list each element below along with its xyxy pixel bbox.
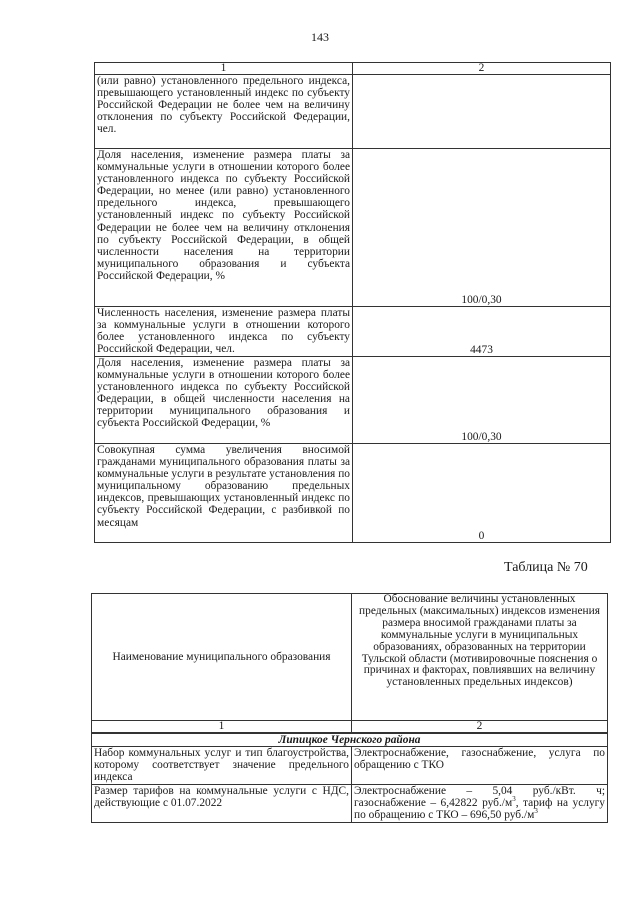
row-label: Доля населения, изменение размера платы за коммунальные услуги в отношении которого более установленного индекса по субъекту Российской Федерации, в общей численности населения на территории муниципального образования и субъекта Российской Федерации, % [95, 357, 353, 444]
table-header-row [92, 594, 608, 721]
indicators-table [94, 62, 611, 543]
table-row [95, 75, 611, 149]
section-row [92, 733, 608, 747]
row-label: (или равно) установленного предельного индекса, превышающего установленный индекс по субъекту Российской Федерации не более чем на величину отклонения по субъекту Российской Федерации, чел. [95, 75, 353, 149]
table-row [95, 307, 611, 357]
tariff-text-part1: Электроснабжение – 5,04 руб./кВт. ч; газоснабжение – 6,42822 руб./м [354, 785, 605, 810]
superscript-3: 3 [534, 807, 538, 816]
column-number-1: 1 [92, 721, 352, 734]
row-label: Доля населения, изменение размера платы за коммунальные услуги в отношении которого более установленного индекса по субъекту Российской Федерации, но менее (или равно) установленного предельного индекса, превышающего установленный индекс по субъекту Российской Федерации не более чем на величину отклонения по субъекту Российской Федерации, в общей численности населения на территории муниципального образования и субъекта Российской Федерации, % [95, 149, 353, 307]
row-label: Численность населения, изменение размера платы за коммунальные услуги в отношении которого более установленного индекса по субъекту Российской Федерации, чел. [95, 307, 353, 357]
justification-table [91, 593, 608, 823]
row-value: 100/0,30 [353, 149, 611, 307]
superscript-3: 3 [512, 795, 516, 804]
column-number-2: 2 [353, 63, 611, 75]
row-label: Набор коммунальных услуг и тип благоустройства, которому соответствует значение предельного индекса [92, 747, 352, 785]
table-row [92, 785, 608, 823]
row-label: Размер тарифов на коммунальные услуги с НДС, действующие с 01.07.2022 [92, 785, 352, 823]
row-value: Электроснабжение, газоснабжение, услуга по обращению с ТКО [352, 747, 608, 785]
table-row [95, 444, 611, 543]
table-header-row [95, 63, 611, 75]
table-row [92, 747, 608, 785]
column-number-2: 2 [352, 721, 608, 734]
row-value [353, 75, 611, 149]
column-number-1: 1 [95, 63, 353, 75]
page-number: 143 [311, 30, 329, 44]
row-label: Совокупная сумма увеличения вносимой гражданами муниципального образования платы за коммунальные услуги в результате установления по муниципальному образованию предельных индексов, превышающих установленный индекс по субъекту Российской Федерации, с разбивкой по месяцам [95, 444, 353, 543]
row-value: 100/0,30 [353, 357, 611, 444]
row-value [352, 785, 608, 823]
section-title: Липицкое Чернского района [92, 733, 608, 747]
column-header-justification: Обоснование величины установленных предельных (максимальных) индексов изменения размера вносимой гражданами платы за коммунальные услуги в муниципальных образованиях, образованных на территории Тульской области (мотивировочные пояснения о причинах и факторах, повлиявших на величину установленных предельных индексов) [352, 594, 608, 721]
table-row [95, 357, 611, 444]
row-value: 0 [353, 444, 611, 543]
tariff-text-part2: , тариф на услугу по обращению с ТКО – 696,50 руб./м [354, 797, 606, 822]
row-value: 4473 [353, 307, 611, 357]
column-numbers-row [92, 721, 608, 734]
table-row [95, 149, 611, 307]
table-title: Таблица № 70 [504, 560, 588, 575]
column-header-municipality: Наименование муниципального образования [92, 594, 352, 721]
